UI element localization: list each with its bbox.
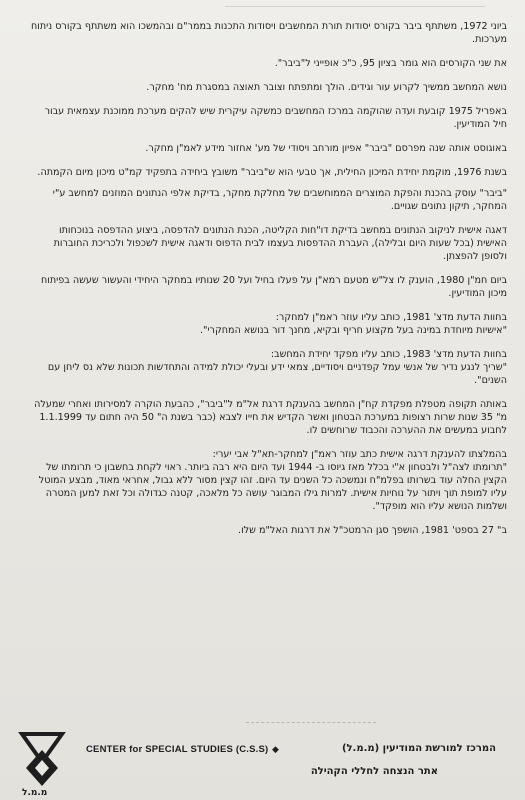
paragraph-computing-growth: נושא המחשב ממשיך לקרוע עור וגידים. הולך ומתפתח וצובר תאוצה במסגרת מח' מחקר. xyxy=(146,82,507,93)
logo-label: מ.מ.ל xyxy=(22,788,48,798)
diamond-separator-icon: ◆ xyxy=(272,745,279,755)
memorial-text-body xyxy=(28,20,507,548)
paragraph-rank-promotion: באותה תקופה מטפלת מפקדת קח"ן המחשב בהענקת דרגת אל"מ ל"ביבר", כהבעת הוקרה למסירותו ואחרי שמעלה מ" 35 שנות שרות רצופות במערכת הבטחון ואשר הקדיש את חייו לצבא (כבר בשנת ה" 50 היה חתום עד 1.1.1999 לחבוע במעשים את ההערכה והכבוד שרוחשים לו. xyxy=(34,399,507,436)
paragraph-1975-committee: באפריל 1975 קובעת ועדה שהוקמה במרכז המחשבים כמשקה עיקרית שיש להקים מערכת ממוכנת עצמאית עבור חיל המודיעין. xyxy=(44,106,507,130)
letterhead-footer xyxy=(0,708,525,800)
paragraph-grade: את שני הקורסים הוא גומר בציון 95, כ"כ אופייני ל"ביבר". xyxy=(274,58,507,69)
bleed-through-line xyxy=(246,722,376,724)
paragraph-review-1981: בחוות הדעת מדצ' 1981, כותב עליו עוזר ראמ"ן למחקר: "אישיות מיוחדת במינה בעל מקצוע חריף ובקיא, מחנך דור בנושא המחקרי". xyxy=(199,312,507,336)
bleed-through-text xyxy=(225,6,485,17)
paragraph-1976-unit: בשנת 1976, מוקמת יחידת המיכון החילית, אך טבעי הוא ש"ביבר" משובץ ביחידה בתפקיד קמ"ט מיכון מיום הקמתה. xyxy=(37,167,507,178)
paragraph-1980-citation: ביום חמ"ן 1980, הוענק לו צל"ש מטעם רמא"ן על פעלו בחיל ועל 20 שנותיו במחקר היחידי והעשור שעשה בפיתוח מיכון המודיעין. xyxy=(40,275,507,299)
memorial-tagline: אתר הנצחה לחללי הקהילה xyxy=(310,766,438,777)
paragraph-august-spec: באוגוסט אותה שנה מפרסם "ביבר" אפיון מורחב ויסודי של מע' אחזור מידע לאמ"ן מחקר. xyxy=(145,143,507,154)
paragraph-personal-care: דאגה אישית לניקוב הנתונים במחשב בדיקת דו"חות הקליטה, הכנת הנתונים להדפסה, ביצוע ההדפסה בנוכחותו האישית (בכל שעות היום ובלילה), העברת ההדפסות בעצמו לבית הדפוס ודאגה אישית לשכפול ולכריכת החוברות ולסופן להפצתן. xyxy=(53,225,507,262)
paragraph-1972-courses: ביוני 1972, משתתף ביבר בקורס יסודות תורת המחשבים ויסודות התכנות בממר"ם ובהמשכו הוא משתתף בקורס ניתוח מערכות. xyxy=(30,21,507,45)
paragraph-promotion-date: ב" 27 בספט' 1981, הושפך סגן הרמטכ"ל את דרגות האל"מ שלו. xyxy=(238,525,507,536)
paragraph-recommendation: בהמלצתו להענקת דרגה אישית כתב עוזר ראמ"ן למחקר-תא"ל אבי יערי: "תרומתו לצה"ל ולבטחון א"י בכלל מאז גיוסו ב- 1944 ועד היום היא רבה ביותר. ראוי לקחת בחשבון כי תרומתו של הקצין החלה עוד בשרותו בפלמ"ח ונמשכה כל השנים עד היום. זהו קצין מסור ללא גבול, אחראי מאוד, מבצע המוטל עליו למופת תוך ויתור על נוחיות אישית. למרות גילו המבוגר עושה כל מלאכה, קטנה כגדולה וכל זאת למען המטרה ושלמות הנושא עליו הוא מופקד". xyxy=(38,449,507,512)
paragraph-products: "ביבר" עוסק בהכנת והפקת המוצרים הממוחשבים של מחלקת מחקר, בדיקת אלפי הנתונים המוזנים למחשב ע"י המחקר, תיקון נתונים שגויים. xyxy=(52,188,507,212)
center-name-english: CENTER for SPECIAL STUDIES (C.S.S) xyxy=(86,744,269,755)
center-name-hebrew: המרכז למורשת המודיעין (מ.מ.ל) xyxy=(341,743,496,754)
center-logo-icon xyxy=(18,728,66,790)
paragraph-review-1983: בחוות הדעת מדצ' 1983, כותב עליו מפקד יחידת המחשב: "שריך לנגע נדיר של אנשי עמל קפדניים ויסודיים, צמאי ידע ובעלי יכולת למידה והתחדשות תכונות שלא נס ליחן עם השנים". xyxy=(47,349,507,386)
